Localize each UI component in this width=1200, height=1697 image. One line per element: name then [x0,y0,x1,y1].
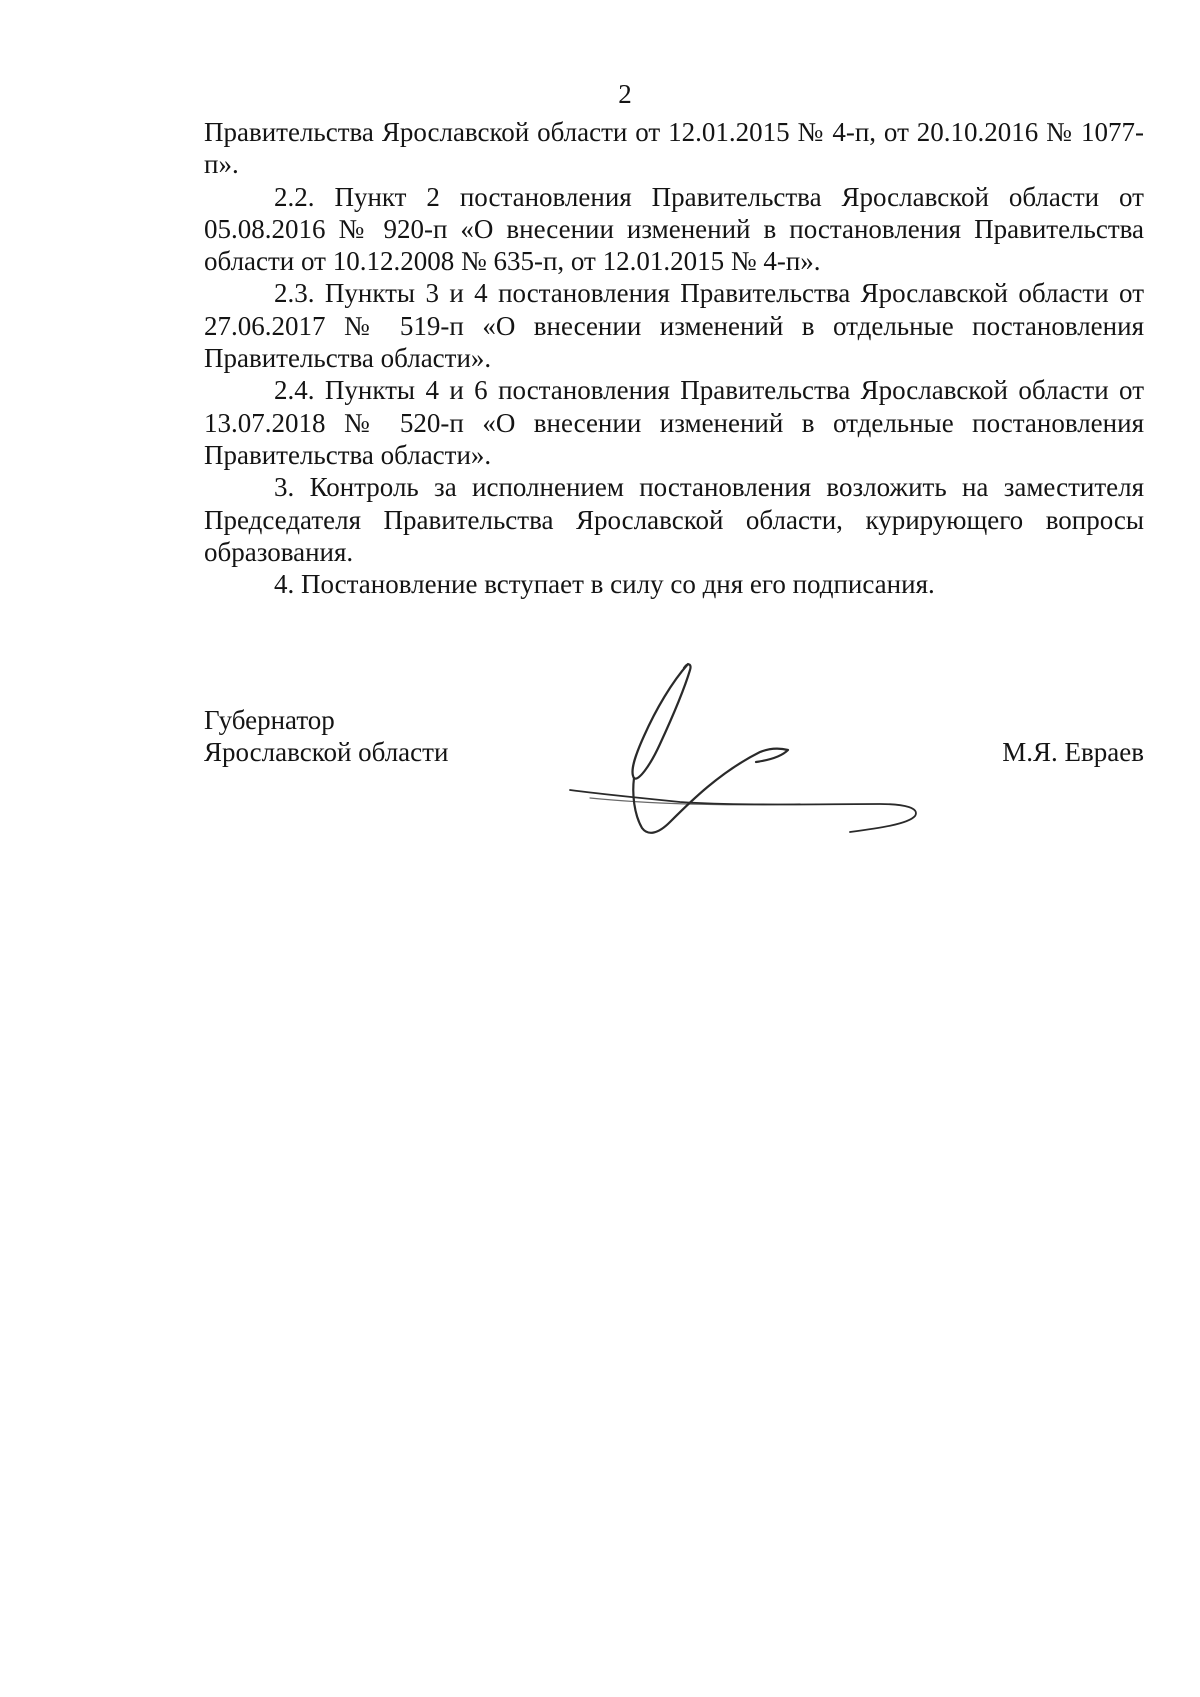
paragraph-2-2: 2.2. Пункт 2 постановления Правительства Ярославской области от 05.08.2016 № 920-п «О внесении изменений в постановления Правительства области от 10.12.2008 № 635-п, от 12.01.2015 № 4-п». [204,181,1144,277]
signature-block [204,704,1144,834]
paragraph-continuation: Правительства Ярославской области от 12.01.2015 № 4-п, от 20.10.2016 № 1077-п». [204,117,1144,180]
signer-position-title: Губернатор [204,705,335,735]
signer-position [204,704,448,768]
signer-name: М.Я. Евраев [1002,737,1144,767]
page-number: 2 [618,79,632,109]
signer-position-region: Ярославской области [204,737,449,767]
paragraph-2-4: 2.4. Пункты 4 и 6 постановления Правительства Ярославской области от 13.07.2018 № 520-п «О внесении изменений в отдельные постановления Правительства области». [204,375,1144,470]
paragraph-3: 3. Контроль за исполнением постановления возложить на заместителя Председателя Правительства Ярославской области, курирующего вопросы образования. [204,472,1144,567]
paragraph-2-3: 2.3. Пункты 3 и 4 постановления Правительства Ярославской области от 27.06.2017 № 519-п «О внесении изменений в отдельные постановления Правительства области». [204,278,1144,374]
paragraph-4: 4. Постановление вступает в силу со дня его подписания. [274,569,935,600]
document-body [204,116,1144,600]
